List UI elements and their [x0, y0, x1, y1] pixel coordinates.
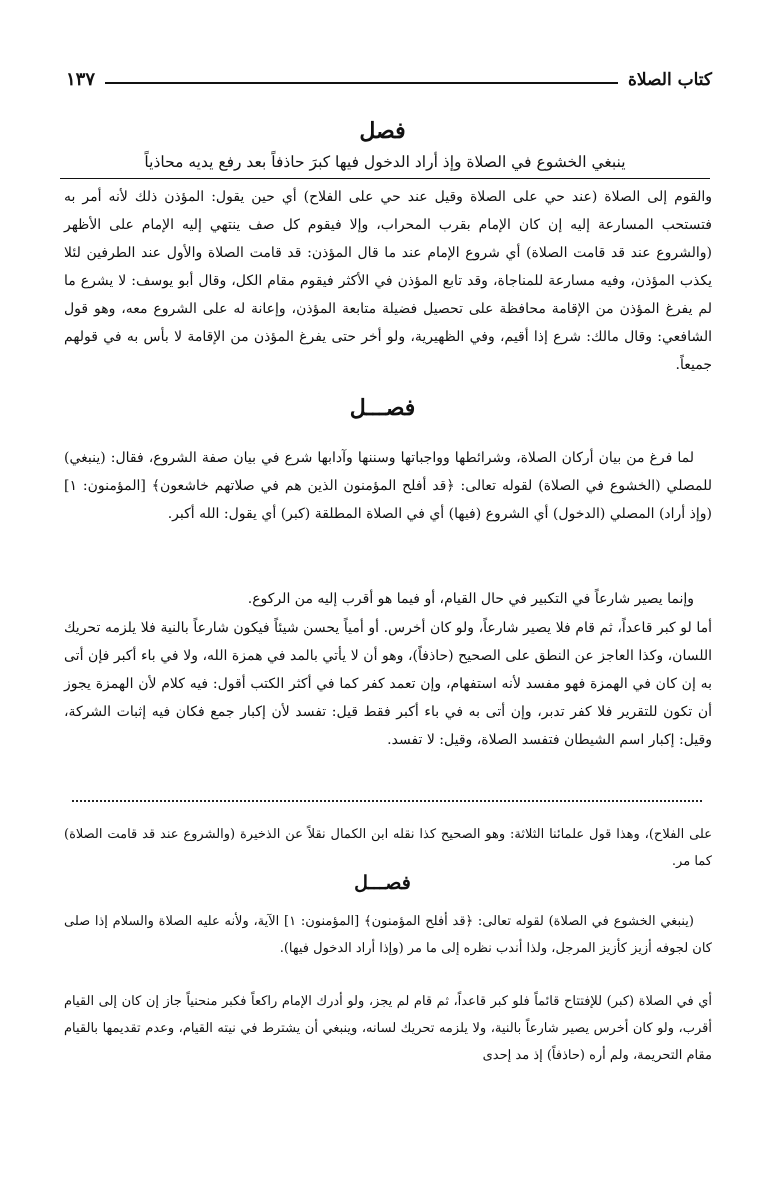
commentary-text-3: وإنما يصير شارعاً في التكبير في حال القيام، أو فيما هو أقرب إليه من الركوع. — [247, 591, 694, 607]
commentary-paragraph-2 — [64, 444, 712, 528]
commentary-paragraph-1 — [64, 183, 712, 379]
commentary-text-2: لما فرغ من بيان أركان الصلاة، وشرائطها وواجباتها وسننها وآدابها شرع في بيان صفة الشروع، فقال: (ينبغي) للمصلي (الخشوع في الصلاة) لقوله تعالى: ﴿قد أفلح المؤمنون الذين هم في صلاتهم خاشعون﴾ [المؤمنون: ١] (وإذ أراد) المصلي (الدخول) أي الشروع (فيها) أي في الصلاة المطلقة (كبر) أي يقول: الله أكبر. — [64, 450, 712, 522]
matn-text: ينبغي الخشوع في الصلاة وإذ أراد الدخول فيها كبرَ حاذفاً بعد رفع يديه محاذياً — [144, 153, 626, 171]
footnote-text-1: على الفلاح)، وهذا قول علمائنا الثلاثة: وهو الصحيح كذا نقله ابن الكمال نقلاً عن الذخيرة (والشروع عند قد قامت الصلاة) كما مر. — [64, 827, 712, 869]
footnote-paragraph-3 — [64, 988, 712, 1069]
header-rule — [105, 82, 618, 84]
commentary-text-1: والقوم إلى الصلاة (عند حي على الصلاة وقيل عند حي على الفلاح) أي حين يقول: المؤذن ذلك لأنه أمر به فتستحب المسارعة إليه إن كان الإمام بقرب المحراب، وإلا فيقوم كل صف ينتهي إليه الإمام على الأظهر (والشروع عند قد قامت الصلاة) أي شروع الإمام عند ما قال المؤذن: قد قامت الصلاة والأول عند الطرفين لئلا يكذب المؤذن، وفيه مسارعة للمناجاة، وقد تابع المؤذن في الأكثر فيقوم مقام الكل، وقال أبو يوسف: لا يشرع ما لم يفرغ المؤذن من الإقامة محافظة على تحصيل فضيلة متابعة المؤذن، وإعانة له على الشروع معه، وهو قول الشافعي: وقال مالك: شرع إذا أقيم، وفي الظهيرية، ولو أخر حتى يفرغ المؤذن من الإقامة لا بأس به في قولهم جميعاً. — [64, 189, 712, 373]
running-header — [66, 64, 712, 90]
section-heading-3: فصـــل — [354, 872, 411, 894]
commentary-text-4: أما لو كبر قاعداً، ثم قام فلا يصير شارعاً، ولو كان أخرس. أو أمياً يحسن شيئاً فيكون شارعاً بالنية فلا يلزمه تحريك اللسان، وكذا العاجز عن النطق على الصحيح (حاذفاً)، وهو أن لا يأتي بالمد في همزة الله، ولا في باء أكبر فإن أتى به إن كان في الهمزة فهو مفسد لأنه استفهام، وإن تعمد كفر كما في أكثر الكتب أقول: فيه كلام لأن الهمزة يجوز أن تكون للتقرير فلا كفر تدبر، وإن أتى به في باء أكبر فقط قيل: تفسد لأن إكبار جمع فكان فيه إثبات الشركة، وقيل: إكبار اسم الشيطان فتفسد الصلاة، وقيل: لا تفسد. — [64, 620, 712, 748]
page-number: ١٣٧ — [66, 69, 96, 90]
matn-divider — [60, 178, 710, 179]
footnote-paragraph-1 — [64, 821, 712, 875]
section-heading-2: فصـــل — [349, 395, 416, 421]
section-heading-1: فصل — [359, 118, 406, 144]
footnote-separator — [72, 800, 702, 802]
commentary-paragraph-4 — [64, 614, 712, 754]
footnote-text-2: (ينبغي الخشوع في الصلاة) لقوله تعالى: ﴿قد أفلح المؤمنون﴾ [المؤمنون: ١] الآية، ولأنه عليه الصلاة والسلام إذا صلى كان لجوفه أزيز كأزيز المرجل، ولذا أندب نظره إلى ما مر (وإذا أراد الدخول فيها). — [64, 914, 712, 956]
footnote-text-3: أي في الصلاة (كبر) للإفتتاح قائماً فلو كبر قاعداً، ثم قام لم يجز، ولو أدرك الإمام راكعاً فكبر منحنياً جاز إن كان إلى القيام أقرب، ولو كان أخرس يصير شارعاً بالنية، ولا يلزمه تحريك لسانه، وينبغي أن يشترط في نيته القيام، وعدم تقديمها بالقيام مقام التحريمة، ولم أره (حاذفاً) إذ مد إحدى — [64, 994, 712, 1063]
chapter-title: كتاب الصلاة — [627, 70, 712, 90]
commentary-paragraph-3 — [64, 585, 712, 613]
footnote-paragraph-2 — [64, 908, 712, 962]
